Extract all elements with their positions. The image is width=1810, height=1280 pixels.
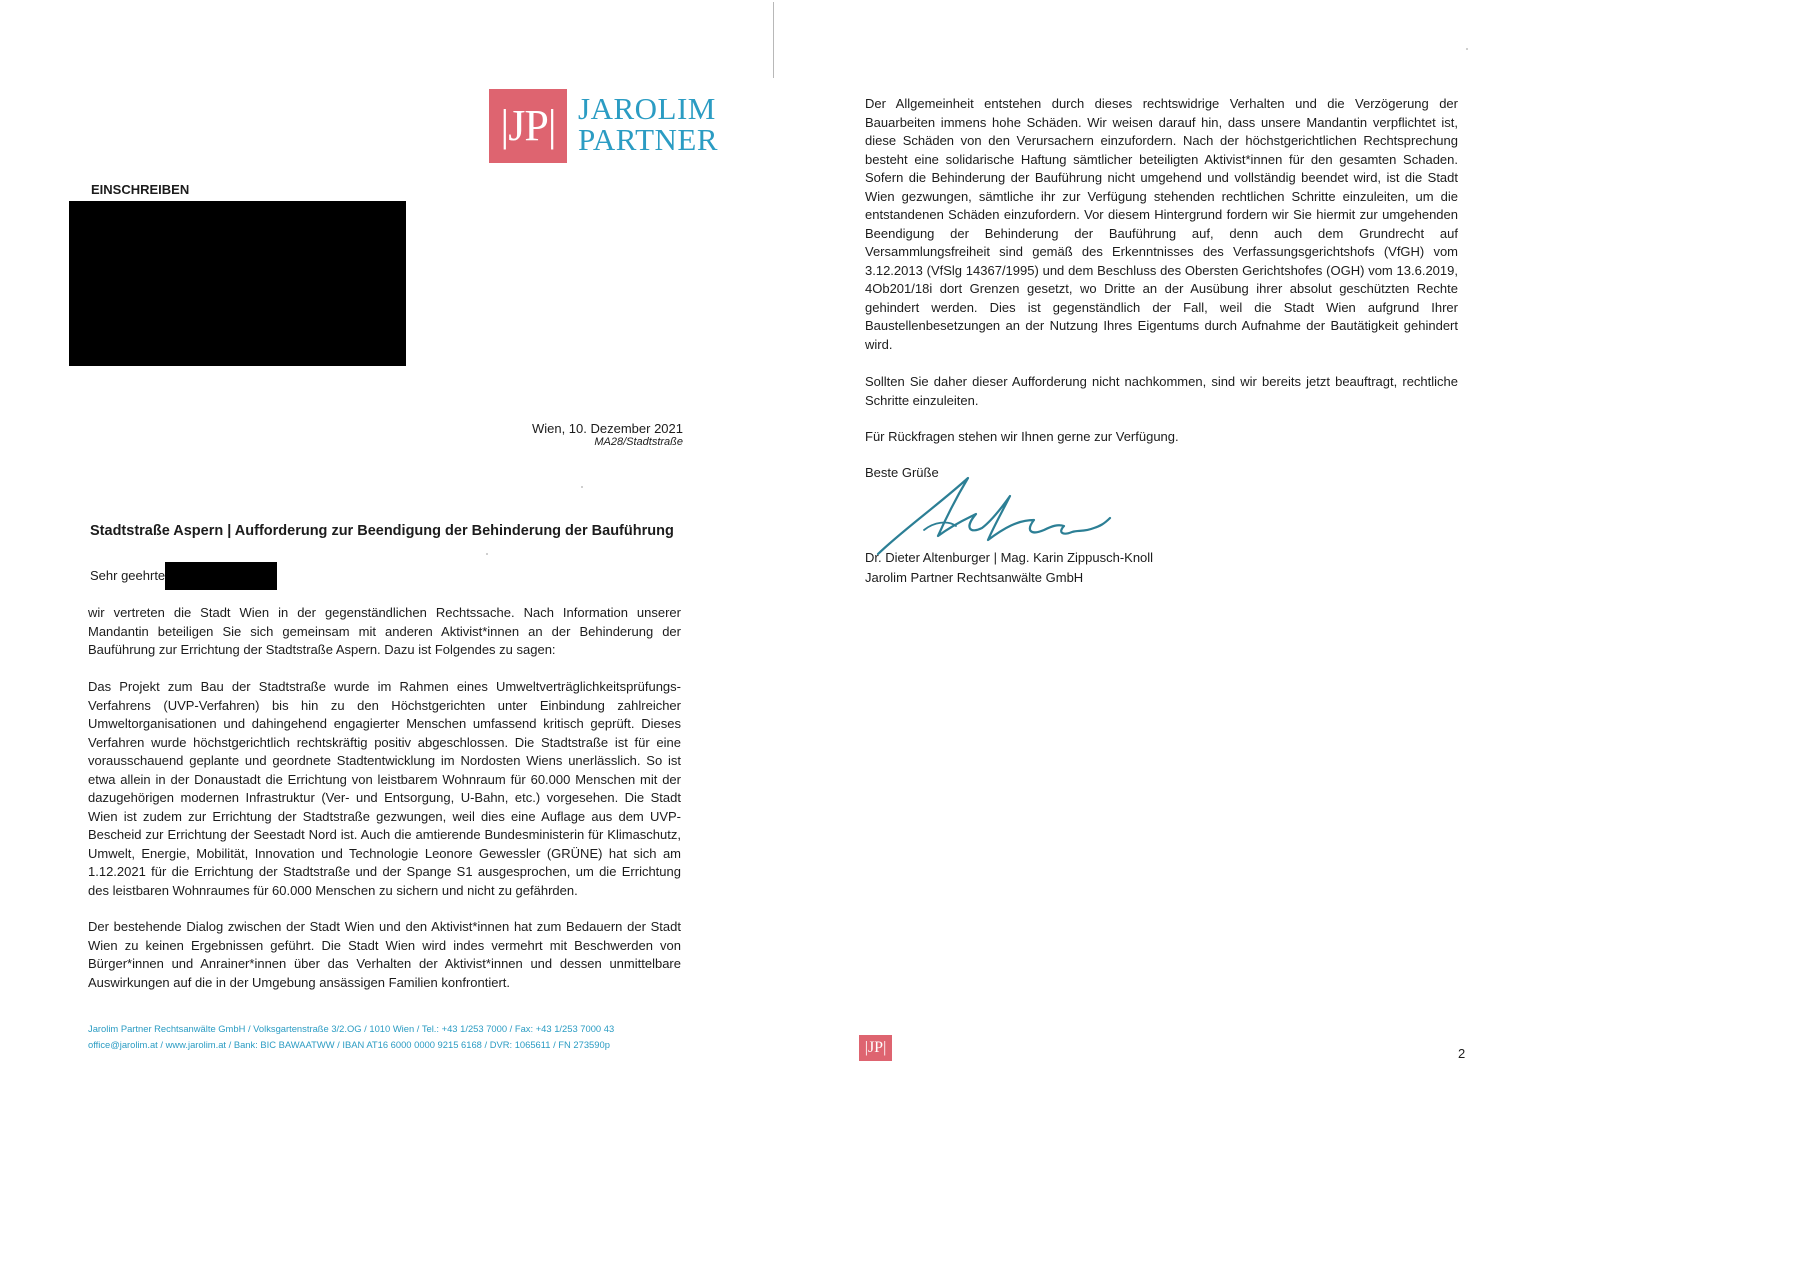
jp-logo-icon: |JP|: [859, 1035, 892, 1061]
letter-date: Wien, 10. Dezember 2021: [531, 421, 683, 436]
logo-wordmark: [578, 93, 718, 155]
logo-line-2: PARTNER: [578, 122, 719, 157]
redacted-address-block: [69, 201, 406, 366]
logo-line-1: JAROLIM: [578, 91, 716, 126]
page-divider: [773, 2, 774, 78]
signatory-names: Dr. Dieter Altenburger | Mag. Karin Zippusch-Knoll: [865, 550, 1154, 565]
letterhead-footer: [88, 1021, 688, 1052]
scan-speck: [581, 486, 583, 488]
body-paragraph: Für Rückfragen stehen wir Ihnen gerne zur Verfügung.: [865, 429, 1179, 444]
footer-address-line: Jarolim Partner Rechtsanwälte GmbH / Volksgartenstraße 3/2.OG / 1010 Wien / Tel.: +43 1/253 7000 / Fax: +43 1/253 7000 43: [88, 1023, 615, 1034]
scan-speck: [1466, 48, 1468, 50]
body-paragraph: wir vertreten die Stadt Wien in der gegenständlichen Rechtssache. Nach Information unserer Mandantin beteiligen Sie sich gemeinsam mit anderen Aktivist*innen an der Behinderung der Bauführung zur Errichtung der Stadtstraße Aspern. Dazu ist Folgendes zu sagen:: [88, 605, 681, 657]
letter-subject: Stadtstraße Aspern | Aufforderung zur Beendigung der Behinderung der Bauführung: [90, 523, 674, 539]
firm-name: Jarolim Partner Rechtsanwälte GmbH: [865, 569, 1084, 585]
closing-greeting: Beste Grüße: [865, 465, 939, 480]
registered-mail-label: EINSCHREIBEN: [91, 182, 190, 197]
footer-bank-line: office@jarolim.at / www.jarolim.at / Bank: BIC BAWAATWW / IBAN AT16 6000 0000 9215 6168 / DVR: 1065611 / FN 273590p: [88, 1038, 610, 1050]
body-paragraph: Der Allgemeinheit entstehen durch dieses rechtswidrige Verhalten und die Verzögerung der Bauarbeiten immens hohe Schäden. Wir weisen darauf hin, dass unsere Mandantin verpflichtet ist, diese Schäden von den Verursachern einzufordern. Nach der höchstgerichtlichen Rechtsprechung besteht eine solidarische Haftung sämtlicher beteiligten Aktivist*innen für den gesamten Schaden. Sofern die Behinderung der Bauführung nicht umgehend und vollständig beendet wird, ist die Stadt Wien gezwungen, sämtliche ihr zur Verfügung stehenden rechtlichen Schritte einzuleiten, um die entstandenen Schäden einzufordern. Vor diesem Hintergrund fordern wir Sie hiermit zur umgehenden Beendigung der Behinderung der Bauführung auf, denn auch dem Grundrecht auf Versammlungsfreiheit sind gemäß des Erkenntnisses des Verfassungsgerichtshofs (VfGH) vom 3.12.2013 (VfSlg 14367/1995) und dem Beschluss des Obersten Gerichtshofes (OGH) vom 13.6.2019, 4Ob201/18i dort Grenzen gesetzt, wo Dritte an der Ausübung ihrer absolut geschützten Rechte gehindert werden. Dies ist gegenständlich der Fall, weil die Stadt Wien aufgrund Ihrer Baustellenbesetzungen an der Nutzung Ihres Eigentums durch Aufnahme der Bautätigkeit gehindert wird.: [865, 96, 1458, 352]
scan-speck: [486, 553, 488, 555]
salutation: Sehr geehrte: [90, 568, 166, 583]
letter-reference: MA28/Stadtstraße: [594, 436, 683, 448]
handwritten-signature-icon: [858, 470, 1118, 560]
body-paragraph: Sollten Sie daher dieser Aufforderung nicht nachkommen, sind wir bereits jetzt beauftragt, rechtliche Schritte einzuleiten.: [865, 374, 1458, 408]
redacted-recipient-name: [165, 562, 277, 590]
body-paragraph: Der bestehende Dialog zwischen der Stadt Wien und den Aktivist*innen hat zum Bedauern der Stadt Wien zu keinen Ergebnissen geführt. Die Stadt Wien wird indes vermehrt mit Beschwerden von Bürger*innen und Anrainer*innen über das Verhalten der Aktivist*innen und dessen unmittelbare Auswirkungen auf die in der Umgebung ansässigen Familien konfrontiert.: [88, 919, 681, 990]
jp-logo-icon: |JP|: [489, 89, 567, 163]
signature-block: [865, 548, 1153, 587]
body-paragraph: Das Projekt zum Bau der Stadtstraße wurde im Rahmen eines Umweltverträglichkeitsprüfungs-Verfahrens (UVP-Verfahren) bis hin zu den Höchstgerichten unter Einbindung zahlreicher Umweltorganisationen und dahingehend engagierter Menschen umfassend kritisch geprüft. Dieses Verfahren wurde höchstgerichtlich rechtskräftig positiv abgeschlossen. Die Stadtstraße ist für eine vorausschauend geplante und geordnete Stadtentwicklung im Nordosten Wiens unerlässlich. So ist etwa allein in der Donaustadt die Errichtung von leistbarem Wohnraum für 60.000 Menschen mit der dazugehörigen modernen Infrastruktur (Ver- und Entsorgung, U-Bahn, etc.) vorgesehen. Die Stadt Wien ist zudem zur Errichtung der Stadtstraße gezwungen, weil dies eine Auflage aus dem UVP-Bescheid zur Errichtung der Seestadt Nord ist. Auch die amtierende Bundesministerin für Klimaschutz, Umwelt, Energie, Mobilität, Innovation und Technologie Leonore Gewessler (GRÜNE) hat sich am 1.12.2021 für die Errichtung der Stadtstraße und der Spange S1 ausgesprochen, um die Errichtung des leistbaren Wohnraumes für 60.000 Menschen zu sichern und nicht zu gefährden.: [88, 679, 681, 898]
page-number: 2: [1458, 1046, 1466, 1061]
